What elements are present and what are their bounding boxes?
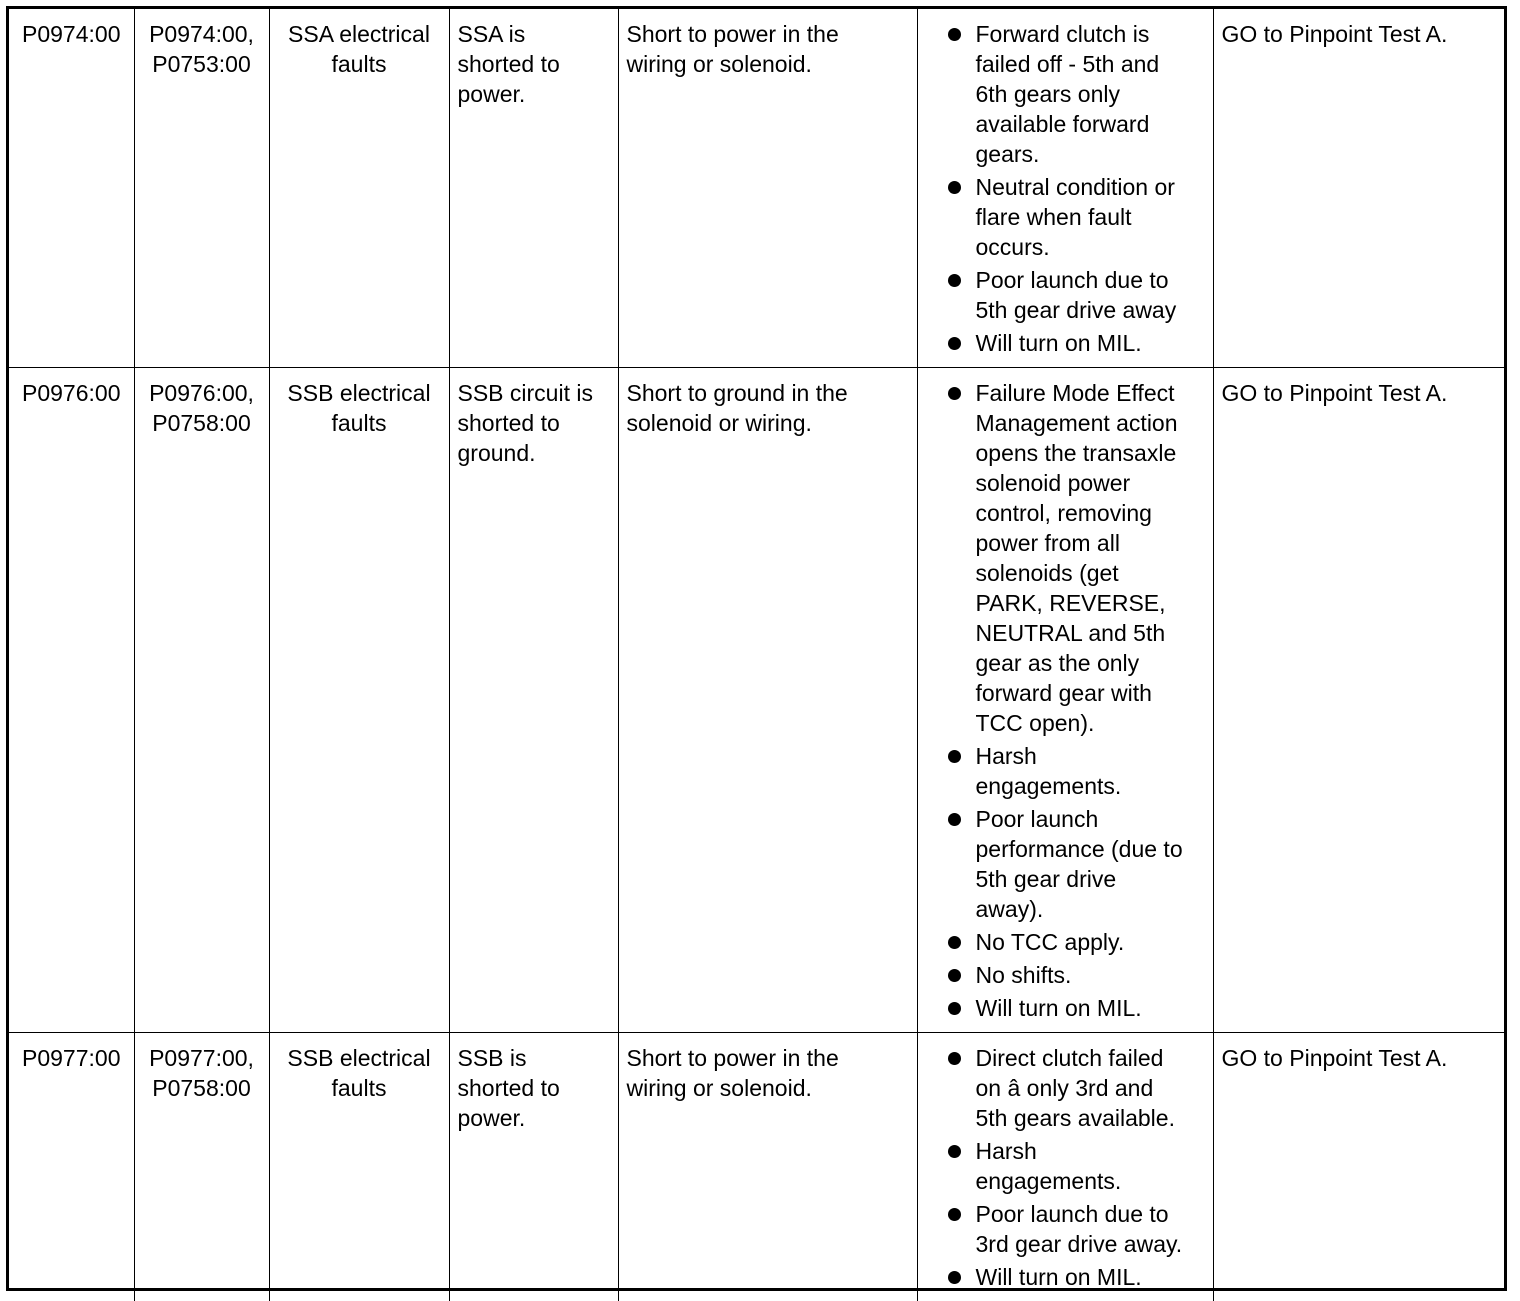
text-line: faults xyxy=(278,408,441,438)
text-line: faults xyxy=(278,1073,441,1103)
bullet-icon xyxy=(948,1271,961,1284)
text-line: Direct clutch failed xyxy=(976,1043,1205,1073)
possible-causes-cell xyxy=(618,1033,917,1301)
text-line: Poor launch xyxy=(976,804,1205,834)
text-line: PARK, REVERSE, xyxy=(976,588,1205,618)
text-line: No TCC apply. xyxy=(976,927,1205,957)
dtc-table-page xyxy=(6,6,1507,1291)
bullet-icon xyxy=(948,1208,961,1221)
bullet-icon xyxy=(948,969,961,982)
bullet-icon xyxy=(948,813,961,826)
text-line: SSB electrical xyxy=(278,378,441,408)
text-line: P0758:00 xyxy=(143,408,261,438)
action-text: GO to Pinpoint Test A. xyxy=(1222,380,1448,406)
text-line: ground. xyxy=(458,438,610,468)
text-line: P0753:00 xyxy=(143,49,261,79)
text-line: performance (due to xyxy=(976,834,1205,864)
text-line: 5th gear drive away xyxy=(976,295,1205,325)
text-line: gear as the only xyxy=(976,648,1205,678)
text-line: Short to power in the xyxy=(627,1043,909,1073)
dtc-code-cell xyxy=(9,1033,134,1301)
text-line: available forward xyxy=(976,109,1205,139)
text-line: SSA electrical xyxy=(278,19,441,49)
dtc-code-cell xyxy=(9,9,134,368)
text-line: SSB electrical xyxy=(278,1043,441,1073)
text-line: on â only 3rd and xyxy=(976,1073,1205,1103)
text-line: power. xyxy=(458,79,610,109)
text-line: SSB circuit is xyxy=(458,378,610,408)
text-line: wiring or solenoid. xyxy=(627,49,909,79)
text-line: TCC open). xyxy=(976,708,1205,738)
text-line: Forward clutch is xyxy=(976,19,1205,49)
dtc-code: P0976:00 xyxy=(22,380,120,406)
text-line: P0977:00, xyxy=(143,1043,261,1073)
text-line: power. xyxy=(458,1103,610,1133)
text-line: 5th gear drive xyxy=(976,864,1205,894)
text-line: SSB is xyxy=(458,1043,610,1073)
text-line: Harsh xyxy=(976,1136,1205,1166)
condition-cell xyxy=(449,368,618,1033)
dtc-code-cell xyxy=(9,368,134,1033)
text-line: No shifts. xyxy=(976,960,1205,990)
text-line: engagements. xyxy=(976,771,1205,801)
symptom-list-item xyxy=(926,328,1205,358)
bullet-icon xyxy=(948,936,961,949)
text-line: away). xyxy=(976,894,1205,924)
symptom-list-item xyxy=(926,1199,1205,1259)
symptom-list-item xyxy=(926,741,1205,801)
symptom-list-item xyxy=(926,927,1205,957)
condition-cell xyxy=(449,1033,618,1301)
related-codes-cell xyxy=(134,9,269,368)
symptoms-cell xyxy=(917,1033,1213,1301)
text-line: engagements. xyxy=(976,1166,1205,1196)
bullet-icon xyxy=(948,1145,961,1158)
action-cell xyxy=(1213,1033,1507,1301)
bullet-icon xyxy=(948,1002,961,1015)
symptom-list-item xyxy=(926,378,1205,738)
symptom-list-item xyxy=(926,993,1205,1023)
symptoms-cell xyxy=(917,9,1213,368)
text-line: Failure Mode Effect xyxy=(976,378,1205,408)
text-line: Harsh xyxy=(976,741,1205,771)
text-line: shorted to xyxy=(458,1073,610,1103)
text-line: Management action xyxy=(976,408,1205,438)
action-cell xyxy=(1213,9,1507,368)
bullet-icon xyxy=(948,337,961,350)
text-line: P0976:00, xyxy=(143,378,261,408)
text-line: gears. xyxy=(976,139,1205,169)
text-line: flare when fault xyxy=(976,202,1205,232)
text-line: Poor launch due to xyxy=(976,1199,1205,1229)
text-line: NEUTRAL and 5th xyxy=(976,618,1205,648)
table-row xyxy=(9,368,1507,1033)
description-cell xyxy=(269,368,449,1033)
dtc-code: P0974:00 xyxy=(22,21,120,47)
text-line: Will turn on MIL. xyxy=(976,993,1205,1023)
dtc-table-body xyxy=(9,9,1507,1301)
description-cell xyxy=(269,9,449,368)
bullet-icon xyxy=(948,274,961,287)
symptom-list xyxy=(926,1043,1205,1292)
text-line: solenoids (get xyxy=(976,558,1205,588)
text-line: Will turn on MIL. xyxy=(976,328,1205,358)
dtc-code: P0977:00 xyxy=(22,1045,120,1071)
text-line: solenoid or wiring. xyxy=(627,408,909,438)
possible-causes-cell xyxy=(618,9,917,368)
description-cell xyxy=(269,1033,449,1301)
symptom-list xyxy=(926,19,1205,358)
text-line: control, removing xyxy=(976,498,1205,528)
symptom-list-item xyxy=(926,804,1205,924)
symptom-list xyxy=(926,378,1205,1023)
symptom-list-item xyxy=(926,1136,1205,1196)
text-line: shorted to xyxy=(458,49,610,79)
text-line: power from all xyxy=(976,528,1205,558)
table-row xyxy=(9,9,1507,368)
table-row xyxy=(9,1033,1507,1301)
action-text: GO to Pinpoint Test A. xyxy=(1222,21,1448,47)
text-line: solenoid power xyxy=(976,468,1205,498)
text-line: shorted to xyxy=(458,408,610,438)
possible-causes-cell xyxy=(618,368,917,1033)
symptoms-cell xyxy=(917,368,1213,1033)
symptom-list-item xyxy=(926,1043,1205,1133)
text-line: 5th gears available. xyxy=(976,1103,1205,1133)
text-line: P0758:00 xyxy=(143,1073,261,1103)
related-codes-cell xyxy=(134,1033,269,1301)
text-line: wiring or solenoid. xyxy=(627,1073,909,1103)
text-line: opens the transaxle xyxy=(976,438,1205,468)
text-line: Short to power in the xyxy=(627,19,909,49)
text-line: 6th gears only xyxy=(976,79,1205,109)
bullet-icon xyxy=(948,1052,961,1065)
symptom-list-item xyxy=(926,960,1205,990)
symptom-list-item xyxy=(926,19,1205,169)
text-line: occurs. xyxy=(976,232,1205,262)
bullet-icon xyxy=(948,181,961,194)
related-codes-cell xyxy=(134,368,269,1033)
bullet-icon xyxy=(948,387,961,400)
action-text: GO to Pinpoint Test A. xyxy=(1222,1045,1448,1071)
symptom-list-item xyxy=(926,265,1205,325)
dtc-table xyxy=(9,9,1507,1301)
text-line: Will turn on MIL. xyxy=(976,1262,1205,1292)
text-line: Short to ground in the xyxy=(627,378,909,408)
text-line: P0974:00, xyxy=(143,19,261,49)
symptom-list-item xyxy=(926,1262,1205,1292)
bullet-icon xyxy=(948,750,961,763)
text-line: forward gear with xyxy=(976,678,1205,708)
bullet-icon xyxy=(948,28,961,41)
text-line: 3rd gear drive away. xyxy=(976,1229,1205,1259)
text-line: Neutral condition or xyxy=(976,172,1205,202)
condition-cell xyxy=(449,9,618,368)
text-line: faults xyxy=(278,49,441,79)
text-line: Poor launch due to xyxy=(976,265,1205,295)
text-line: SSA is xyxy=(458,19,610,49)
text-line: failed off - 5th and xyxy=(976,49,1205,79)
symptom-list-item xyxy=(926,172,1205,262)
action-cell xyxy=(1213,368,1507,1033)
